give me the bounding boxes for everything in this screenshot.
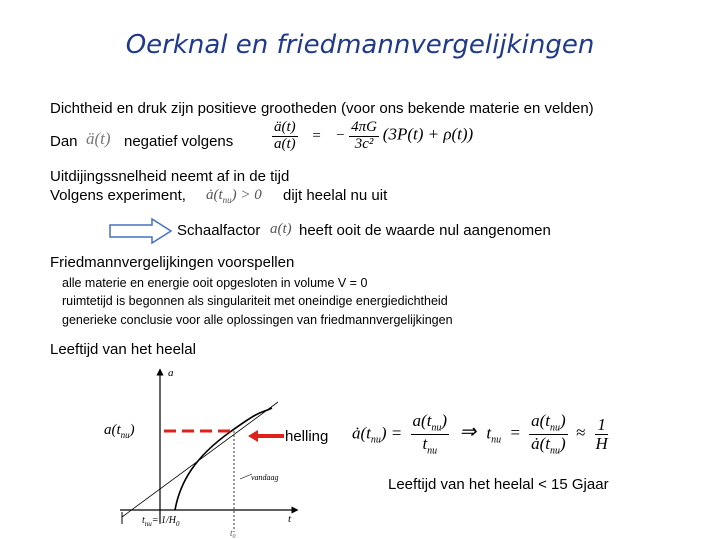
expansion-text: Uitdijingssnelheid neemt af in de tijd <box>50 168 290 185</box>
scale-factor-curve <box>175 408 272 510</box>
y-axis-label: a <box>168 367 174 379</box>
age-equation <box>352 412 610 457</box>
experiment-label: Volgens experiment, <box>50 187 186 204</box>
prediction-item <box>62 313 453 327</box>
eq2-sub: nu <box>370 434 381 446</box>
eq2-num-sub: nu <box>431 422 442 434</box>
right-arrow-icon <box>108 216 174 246</box>
x-tick-tnu-tail: = 1/H <box>151 515 177 526</box>
eq2-approx: ≈ <box>575 423 586 443</box>
negatief-volgens-text: negatief volgens <box>124 133 234 150</box>
eq2-tnu: t <box>486 423 492 443</box>
y-tick-a: a(t <box>104 422 121 438</box>
adot-exp-tail: ) > 0 <box>231 187 262 203</box>
x-axis-label: t <box>288 513 292 525</box>
x-tick-t0-t: t <box>230 528 233 538</box>
addot-symbol: ä(t) <box>86 129 111 148</box>
prediction-text: ruimtetijd is begonnen als singulariteit met oneindige energiedichtheid <box>62 294 448 308</box>
eq2-den2-a: ȧ(t <box>531 433 550 453</box>
eq2-den <box>420 435 439 457</box>
adot-positive-expression <box>206 187 262 205</box>
eq2-tnu-sub: nu <box>491 434 502 446</box>
age-result: Leeftijd van het heelal < 15 Gjaar <box>388 476 609 493</box>
eq-4piG: 4πG <box>351 119 378 135</box>
eq2-num2-a: a(t <box>531 411 550 430</box>
slide-title: Oerknal en friedmannvergelijkingen <box>125 30 595 60</box>
adot-exp: ȧ(t <box>206 187 223 203</box>
eq2-close: ) = <box>380 423 403 443</box>
eq2-num2: $a(t_{nu})$ <box>531 411 566 434</box>
eq-3c2: 3c² <box>354 135 374 152</box>
scale-factor-label: Schaalfactor <box>177 222 261 239</box>
age-heading: Leeftijd van het heelal <box>50 341 196 358</box>
prediction-text: generieke conclusie voor alle oplossingen van friedmannvergelijkingen <box>62 313 453 327</box>
prediction-item <box>62 294 448 308</box>
x-tick-tnu-sub2: 0 <box>176 520 180 528</box>
eq-minus: − <box>335 127 346 144</box>
eq2-adot: ȧ(t <box>352 423 371 443</box>
eq-denominator: a(t) <box>274 135 296 152</box>
eq-bracket: (3P(t) + ρ(t)) <box>382 124 474 144</box>
friedmann-equation <box>272 120 473 153</box>
x-tick-tnu-t: t <box>142 515 145 526</box>
density-pressure-text: Dichtheid en druk zijn positieve grootheden (voor ons bekende materie en velden) <box>50 100 594 117</box>
scale-factor-suffix: heeft ooit de waarde nul aangenomen <box>299 222 551 239</box>
eq2-den2: $ȧ(t_{nu})$ <box>531 433 566 457</box>
helling-label: helling <box>285 428 329 445</box>
x-tick-t0 <box>230 528 236 540</box>
prediction-text: alle materie en energie ooit opgesloten in volume V = 0 <box>62 276 368 290</box>
eq2-one: 1 <box>597 415 606 435</box>
eq2-num: $a(t_{nu})$ <box>412 411 448 434</box>
eq-equals: = <box>311 127 322 144</box>
y-tick-a-tnu: $a(t_{nu})$ <box>104 422 135 440</box>
vandaag-label: vandaag <box>251 473 279 482</box>
predictions-heading: Friedmannvergelijkingen voorspellen <box>50 254 295 271</box>
eq2-num-a: a(t <box>412 411 432 430</box>
y-tick-sub: nu <box>120 430 130 440</box>
eq2-den-sub: nu <box>427 445 438 457</box>
tangent-line <box>122 402 278 517</box>
eq2-arrow: ⇒ <box>459 421 477 444</box>
adot-exp-sub: nu <box>222 195 232 205</box>
eq2-H: H <box>595 433 608 453</box>
x-tick-tnu-sub: nu <box>144 520 152 528</box>
eq2-den-t: t <box>422 433 428 453</box>
scale-factor-graph <box>100 362 300 540</box>
eq-numerator: ä(t) <box>274 119 296 135</box>
x-tick-t0-sub: 0 <box>232 534 236 540</box>
eq2-den2-sub: nu <box>549 445 560 457</box>
eq2-eq: = <box>509 423 521 443</box>
dan-label: Dan <box>50 133 78 150</box>
helling-arrow-icon <box>248 428 284 444</box>
x-tick-tnu <box>142 515 180 528</box>
a-of-t-symbol: a(t) <box>270 221 292 237</box>
eq2-num2-sub: nu <box>549 422 560 434</box>
experiment-suffix: dijt heelal nu uit <box>283 187 388 204</box>
prediction-item <box>62 276 367 290</box>
